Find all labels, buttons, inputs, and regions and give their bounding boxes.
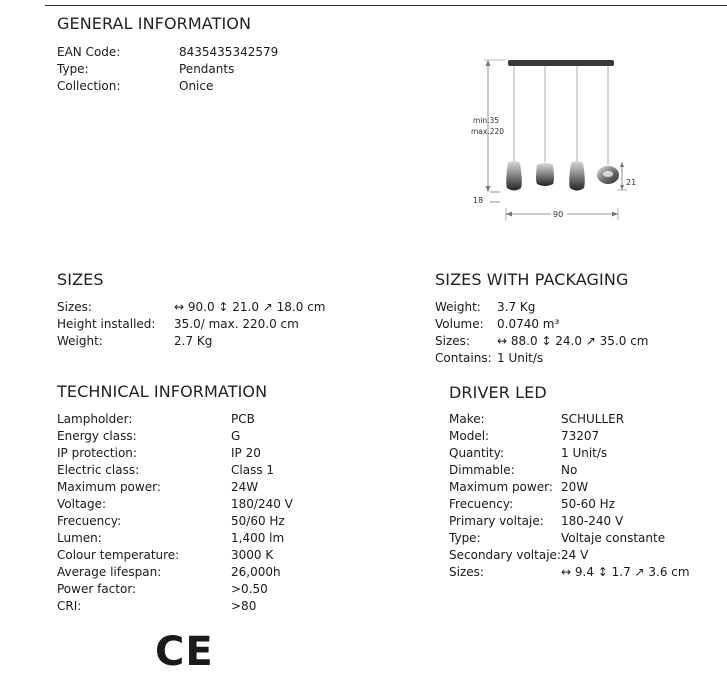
pendant-shade-3: [569, 161, 585, 191]
row-label: Collection:: [57, 79, 121, 93]
general-row-collection: [57, 78, 357, 95]
general-information-table: [57, 44, 357, 95]
row-label: Colour temperature:: [57, 548, 180, 562]
row-value: 20W: [561, 480, 589, 494]
technical-row: [57, 428, 387, 445]
sizes-heading: SIZES: [57, 270, 104, 289]
row-label: Sizes:: [435, 334, 470, 348]
general-information-heading: GENERAL INFORMATION: [57, 14, 252, 33]
row-label: Quantity:: [449, 446, 505, 460]
driver-row: [449, 564, 719, 581]
row-value: 24 V: [561, 548, 589, 562]
driver-row: [449, 530, 719, 547]
height-label-min: min.35: [473, 116, 500, 125]
row-value: 73207: [561, 429, 600, 443]
row-value: 180/240 V: [231, 497, 293, 511]
technical-row: [57, 513, 387, 530]
row-value: Voltaje constante: [561, 531, 666, 545]
ce-mark-icon: CE: [155, 629, 214, 675]
row-value: 1 Unit/s: [561, 446, 608, 460]
row-value: 24W: [231, 480, 259, 494]
row-value: G: [231, 429, 241, 443]
row-label: Type:: [449, 531, 481, 545]
row-label: Volume:: [435, 317, 484, 331]
row-value: 26,000h: [231, 565, 281, 579]
row-label: Weight:: [435, 300, 481, 314]
driver-row: [449, 479, 719, 496]
depth-label: 18: [473, 196, 484, 205]
row-label: Average lifespan:: [57, 565, 162, 579]
row-label: Type:: [57, 62, 89, 76]
row-label: Frecuency:: [57, 514, 122, 528]
packaging-row-contains: [435, 350, 715, 367]
row-label: Energy class:: [57, 429, 137, 443]
technical-row: [57, 479, 387, 496]
row-value: Pendants: [179, 62, 235, 76]
general-row-type: [57, 61, 357, 78]
driver-row: [449, 428, 719, 445]
row-label: Sizes:: [57, 300, 92, 314]
technical-row: [57, 547, 387, 564]
row-value: 3000 K: [231, 548, 274, 562]
row-value: 180-240 V: [561, 514, 624, 528]
row-value: ↔ 9.4 ↕ 1.7 ↗ 3.6 cm: [561, 565, 690, 579]
row-value: SCHULLER: [561, 412, 625, 426]
product-dimension-drawing: [465, 50, 635, 225]
row-value: 50/60 Hz: [231, 514, 285, 528]
row-label: Make:: [449, 412, 485, 426]
packaging-heading: SIZES WITH PACKAGING: [435, 270, 629, 289]
width-label: 90: [553, 210, 564, 219]
packaging-row-weight: [435, 299, 715, 316]
row-label: Primary voltaje:: [449, 514, 544, 528]
row-label: Maximum power:: [57, 480, 161, 494]
pendant-shade-1: [506, 161, 522, 191]
sizes-table: [57, 299, 387, 350]
general-row-ean: [57, 44, 357, 61]
row-label: CRI:: [57, 599, 82, 613]
sizes-row-height-installed: [57, 316, 387, 333]
row-value: PCB: [231, 412, 255, 426]
technical-row: [57, 496, 387, 513]
driver-row: [449, 445, 719, 462]
technical-row: [57, 530, 387, 547]
row-value: IP 20: [231, 446, 261, 460]
row-value: ↔ 90.0 ↕ 21.0 ↗ 18.0 cm: [174, 300, 326, 314]
row-value: Class 1: [231, 463, 275, 477]
row-label: Power factor:: [57, 582, 137, 596]
row-value: >0.50: [231, 582, 268, 596]
row-label: Electric class:: [57, 463, 140, 477]
row-value: No: [561, 463, 578, 477]
top-rule: [45, 5, 727, 6]
driver-row: [449, 411, 719, 428]
row-value: 8435435342579: [179, 45, 279, 59]
technical-information-heading: TECHNICAL INFORMATION: [57, 382, 268, 401]
canopy-bar: [508, 60, 614, 66]
pendant-shade-2: [536, 163, 554, 186]
driver-led-table: [449, 411, 719, 581]
row-value: >80: [231, 599, 257, 613]
row-value: Onice: [179, 79, 214, 93]
row-label: Frecuency:: [449, 497, 514, 511]
row-label: Contains:: [435, 351, 492, 365]
row-value: 2.7 Kg: [174, 334, 213, 348]
sizes-row-weight: [57, 333, 387, 350]
row-label: Height installed:: [57, 317, 156, 331]
packaging-table: [435, 299, 715, 367]
row-value: 35.0/ max. 220.0 cm: [174, 317, 299, 331]
row-label: Sizes:: [449, 565, 484, 579]
row-label: Model:: [449, 429, 490, 443]
row-label: EAN Code:: [57, 45, 121, 59]
driver-led-heading: DRIVER LED: [449, 383, 547, 402]
height-label-max: max.220: [471, 127, 505, 136]
row-label: IP protection:: [57, 446, 137, 460]
row-value: 3.7 Kg: [497, 300, 536, 314]
packaging-row-volume: [435, 316, 715, 333]
row-label: Lumen:: [57, 531, 102, 545]
technical-row: [57, 411, 387, 428]
driver-row: [449, 513, 719, 530]
row-value: 0.0740 m³: [497, 317, 560, 331]
row-label: Maximum power:: [449, 480, 553, 494]
row-label: Lampholder:: [57, 412, 133, 426]
row-label: Voltage:: [57, 497, 107, 511]
row-value: 50-60 Hz: [561, 497, 616, 511]
technical-row: [57, 598, 387, 615]
driver-row: [449, 547, 719, 564]
row-label: Secondary voltaje:: [449, 548, 561, 562]
sizes-row-dimensions: [57, 299, 387, 316]
shade-height-label: 21: [626, 178, 637, 187]
driver-row: [449, 462, 719, 479]
row-label: Dimmable:: [449, 463, 515, 477]
row-value: 1 Unit/s: [497, 351, 544, 365]
technical-information-table: [57, 411, 387, 615]
technical-row: [57, 581, 387, 598]
technical-row: [57, 445, 387, 462]
packaging-row-sizes: [435, 333, 715, 350]
technical-row: [57, 462, 387, 479]
row-label: Weight:: [57, 334, 103, 348]
driver-row: [449, 496, 719, 513]
row-value: ↔ 88.0 ↕ 24.0 ↗ 35.0 cm: [497, 334, 649, 348]
row-value: 1,400 lm: [231, 531, 285, 545]
technical-row: [57, 564, 387, 581]
